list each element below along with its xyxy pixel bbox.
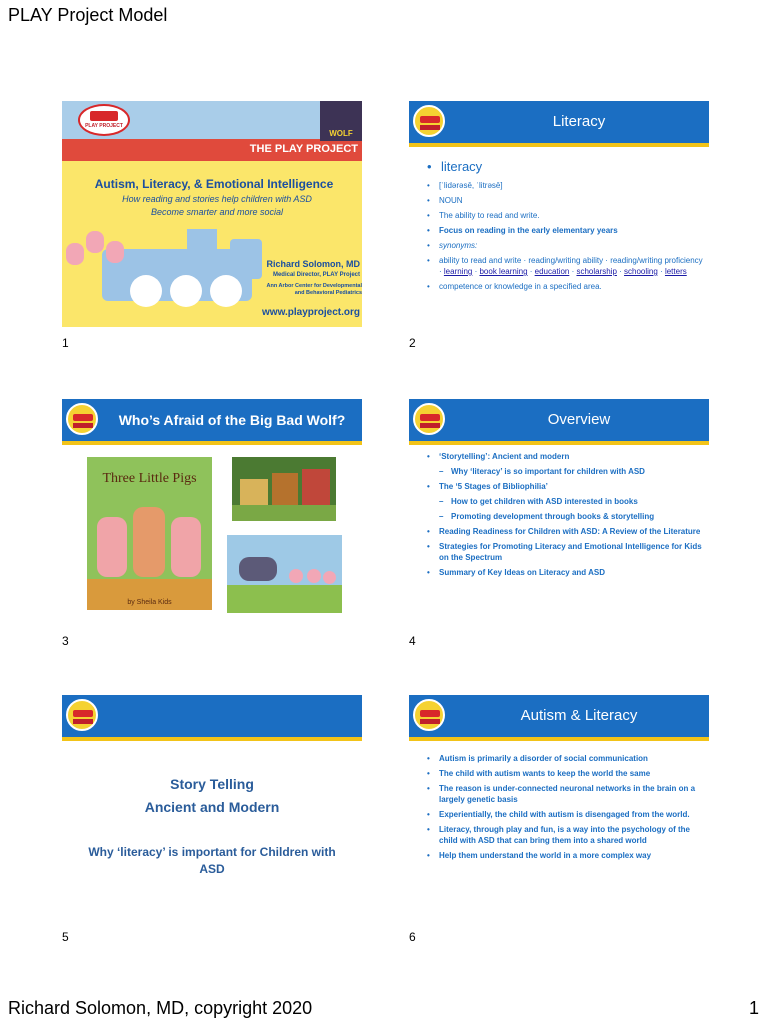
bullet-synonyms-label: • synonyms: xyxy=(427,240,705,251)
slide-1-subtitle-1: How reading and stories help children with ASD xyxy=(122,194,312,204)
play-project-logo xyxy=(413,403,445,435)
slide-6-title-stripe xyxy=(409,737,709,741)
slide-6-title: Autism & Literacy xyxy=(520,707,638,724)
page-number: 1 xyxy=(748,998,759,1018)
list-item: • ‘Storytelling’: Ancient and modern xyxy=(427,451,705,462)
play-project-logo xyxy=(78,104,130,136)
slide-1-role: Medical Director, PLAY Project xyxy=(272,272,360,278)
list-item: • The ‘5 Stages of Bibliophilia’ xyxy=(427,481,705,492)
synonym-link-book-learning[interactable]: book learning xyxy=(479,267,528,276)
wolf-book-thumbnail xyxy=(320,101,362,141)
slide-2-title: Literacy xyxy=(552,113,606,130)
list-item: • Experientially, the child with autism is disengaged from the world. xyxy=(427,809,705,820)
slide-6-number: 6 xyxy=(409,930,416,944)
book-cover-title: Three Little Pigs xyxy=(102,471,197,486)
slide-6-bullets xyxy=(427,753,705,865)
list-item: • Literacy, through play and fun, is a way into the psychology of the child with ASD that can bring them into a shared world xyxy=(427,824,705,846)
slide-1-org-2: and Behavioral Pediatrics xyxy=(294,290,362,296)
slide-5[interactable] xyxy=(62,695,362,921)
bullet-focus: • Focus on reading in the early elementary years xyxy=(427,225,705,236)
page-header: PLAY Project Model xyxy=(8,5,168,25)
three-little-pigs-book-cover xyxy=(87,457,212,610)
logo-text: PLAY PROJECT xyxy=(85,123,123,129)
slide-2-bullets xyxy=(427,159,705,296)
synonym-link-letters[interactable]: letters xyxy=(664,267,687,276)
houses-illustration xyxy=(232,457,336,521)
wolf-chase-illustration xyxy=(227,535,342,613)
bullet-synonyms: • ability to read and write · reading/writing ability · reading/writing proficiency · learning · book learning · education · scholarship · schooling · letters xyxy=(427,255,705,277)
slide-5-title-bar xyxy=(62,695,362,737)
slide-1-title: Autism, Literacy, & Emotional Intelligence xyxy=(94,177,334,191)
slide-1-subtitle-2: Become smarter and more social xyxy=(150,207,284,217)
slide-1-author: Richard Solomon, MD xyxy=(266,259,360,269)
bullet-pronunciation: • [ˈlidərəsē, ˈlitrəsē] xyxy=(427,180,705,191)
slide-5-line-2: Ancient and Modern xyxy=(144,799,280,815)
list-item: • Autism is primarily a disorder of social communication xyxy=(427,753,705,764)
wolf-book-label: WOLF xyxy=(329,129,353,138)
synonym-link-scholarship[interactable]: scholarship xyxy=(576,267,617,276)
slide-4-title: Overview xyxy=(547,411,611,428)
list-item: – Promoting development through books & storytelling xyxy=(427,511,705,522)
slide-5-line-3: Why ‘literacy’ is important for Children with ASD xyxy=(88,845,336,876)
synonym-link-education[interactable]: education xyxy=(534,267,570,276)
slide-3[interactable] xyxy=(62,399,362,625)
slide-1-number: 1 xyxy=(62,336,69,350)
train-icon xyxy=(90,111,118,121)
slide-4-number: 4 xyxy=(409,634,416,648)
slide-2-number: 2 xyxy=(409,336,416,350)
slide-4[interactable] xyxy=(409,399,709,625)
bullet-pos: • NOUN xyxy=(427,195,705,206)
slide-3-title: Who’s Afraid of the Big Bad Wolf? xyxy=(118,412,346,428)
book-cover-credit: by Sheila Kids xyxy=(127,599,172,606)
bullet-competence: • competence or knowledge in a specified area. xyxy=(427,281,705,292)
slide-3-title-stripe xyxy=(62,441,362,445)
synonym-link-learning[interactable]: learning xyxy=(443,267,473,276)
slide-2-title-stripe xyxy=(409,143,709,147)
synonym-link-schooling[interactable]: schooling xyxy=(624,267,658,276)
slide-5-number: 5 xyxy=(62,930,69,944)
bullet-word: • literacy xyxy=(427,159,705,175)
list-item: • Reading Readiness for Children with ASD: A Review of the Literature xyxy=(427,526,705,537)
slide-5-line-1: Story Telling xyxy=(170,776,254,792)
list-item: • The reason is under-connected neuronal networks in the brain on a largely genetic basis xyxy=(427,783,705,805)
slide-3-number: 3 xyxy=(62,634,69,648)
slide-4-title-stripe xyxy=(409,441,709,445)
slide-2[interactable] xyxy=(409,101,709,327)
slide-1[interactable] xyxy=(62,101,362,327)
play-project-logo xyxy=(66,403,98,435)
slide-1-org-1: Ann Arbor Center for Developmental xyxy=(266,283,362,289)
list-item: – Why ‘literacy’ is so important for children with ASD xyxy=(427,466,705,477)
play-project-logo xyxy=(413,105,445,137)
list-item: • The child with autism wants to keep the world the same xyxy=(427,768,705,779)
slide-6[interactable] xyxy=(409,695,709,921)
slide-5-title-stripe xyxy=(62,737,362,741)
page-footer: Richard Solomon, MD, copyright 2020 xyxy=(8,998,313,1018)
slide-4-bullets xyxy=(427,451,705,582)
list-item: • Help them understand the world in a more complex way xyxy=(427,850,705,861)
play-project-logo xyxy=(66,699,98,731)
pigs-illustration xyxy=(66,227,126,275)
slide-1-brand: THE PLAY PROJECT xyxy=(249,143,358,155)
bullet-definition: • The ability to read and write. xyxy=(427,210,705,221)
list-item: • Summary of Key Ideas on Literacy and ASD xyxy=(427,567,705,578)
slide-1-url: www.playproject.org xyxy=(262,307,360,318)
list-item: • Strategies for Promoting Literacy and Emotional Intelligence for Kids on the Spectrum xyxy=(427,541,705,563)
play-project-logo xyxy=(413,699,445,731)
list-item: – How to get children with ASD interested in books xyxy=(427,496,705,507)
